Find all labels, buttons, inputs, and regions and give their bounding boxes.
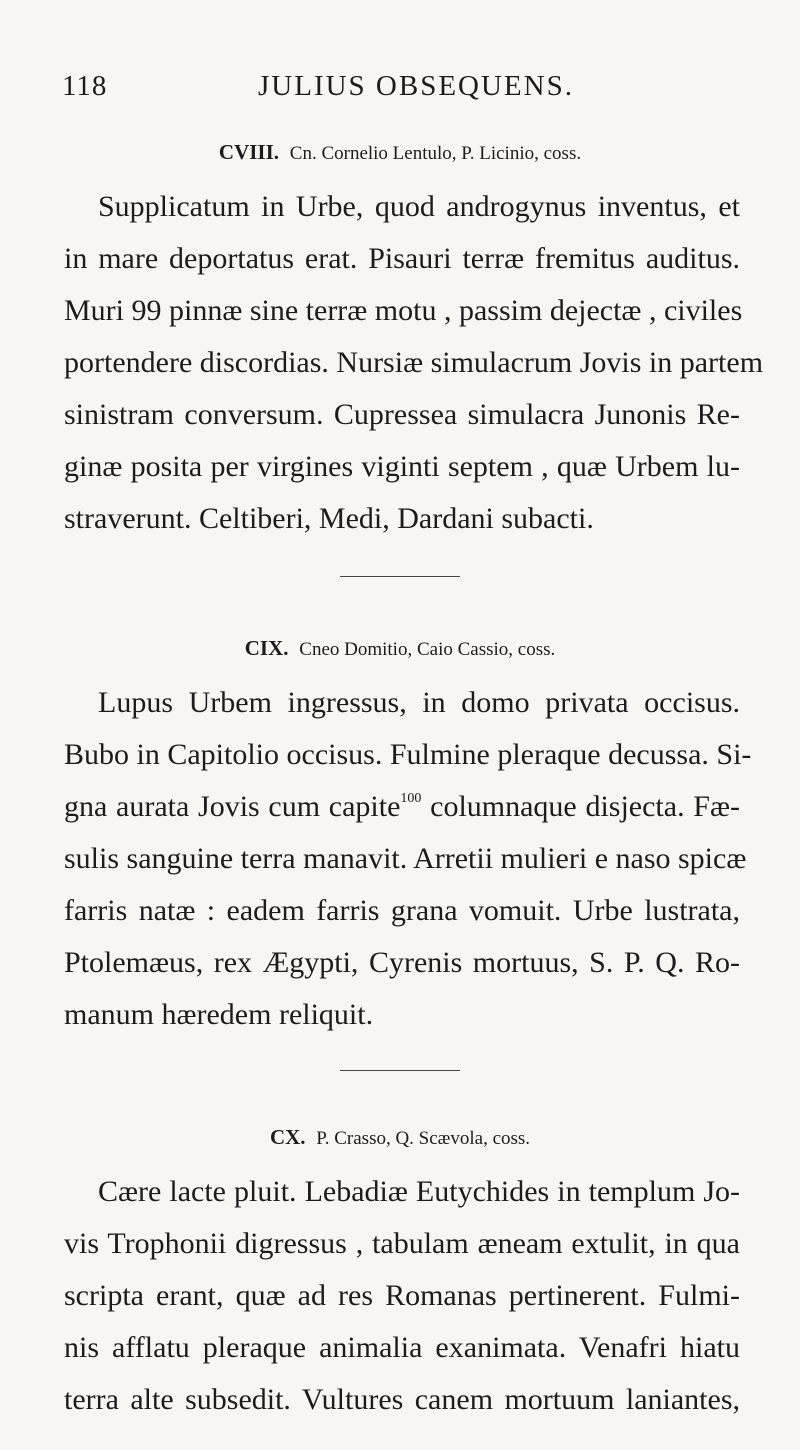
section-heading-cviii xyxy=(0,140,800,165)
paragraph-line: Ptolemæus, rex Ægypti, Cyrenis mortuus, S. P. Q. Ro- xyxy=(64,946,740,979)
paragraph-line: ginæ posita per virgines viginti septem , quæ Urbem lu- xyxy=(64,450,740,483)
footnote-marker: 100 xyxy=(400,791,422,806)
paragraph-line xyxy=(64,790,740,824)
paragraph-line: portendere discordias. Nursiæ simulacrum Jovis in partem xyxy=(64,346,764,379)
running-title: JULIUS OBSEQUENS. xyxy=(258,70,574,102)
paragraph-line: straverunt. Celtiberi, Medi, Dardani subacti. xyxy=(64,502,594,535)
paragraph-line: sulis sanguine terra manavit. Arretii mulieri e naso spicæ xyxy=(64,842,747,875)
paragraph-line: Lupus Urbem ingressus, in domo privata occisus. xyxy=(98,686,740,719)
section-number: CX. xyxy=(269,1125,306,1149)
paragraph-line: farris natæ : eadem farris grana vomuit. Urbe lustrata, xyxy=(64,894,740,927)
section-heading-cx xyxy=(0,1125,800,1150)
paragraph-line: in mare deportatus erat. Pisauri terræ fremitus auditus. xyxy=(64,242,740,275)
running-head xyxy=(62,70,738,110)
section-divider xyxy=(340,1070,460,1071)
paragraph-line: Supplicatum in Urbe, quod androgynus inventus, et xyxy=(98,190,740,223)
section-number: CVIII. xyxy=(218,140,280,164)
paragraph-line: nis afflatu pleraque animalia exanimata. Venafri hiatu xyxy=(64,1331,740,1364)
line-text: columnaque disjecta. Fæ- xyxy=(430,790,740,823)
paragraph-line: sinistram conversum. Cupressea simulacra Junonis Re- xyxy=(64,398,740,431)
section-heading-cix xyxy=(0,636,800,661)
paragraph-line: vis Trophonii digressus , tabulam æneam extulit, in qua xyxy=(64,1227,740,1260)
section-number: CIX. xyxy=(244,636,289,660)
paragraph-line: manum hæredem reliquit. xyxy=(64,998,374,1031)
paragraph-line: Cære lacte pluit. Lebadiæ Eutychides in templum Jo- xyxy=(98,1175,740,1208)
page-number: 118 xyxy=(62,70,108,102)
paragraph-line: Muri 99 pinnæ sine terræ motu , passim dejectæ , civiles xyxy=(64,294,743,327)
section-consuls: P. Crasso, Q. Scævola, coss. xyxy=(316,1128,531,1149)
section-consuls: Cn. Cornelio Lentulo, P. Licinio, coss. xyxy=(289,143,582,164)
paragraph-line: terra alte subsedit. Vultures canem mortuum laniantes, xyxy=(64,1383,740,1416)
paragraph-line: Bubo in Capitolio occisus. Fulmine pleraque decussa. Si- xyxy=(64,738,752,771)
paragraph-line: scripta erant, quæ ad res Romanas pertinerent. Fulmi- xyxy=(64,1279,740,1312)
line-text: gna aurata Jovis cum capite xyxy=(64,790,401,823)
section-divider xyxy=(340,576,460,577)
section-consuls: Cneo Domitio, Caio Cassio, coss. xyxy=(299,639,556,660)
